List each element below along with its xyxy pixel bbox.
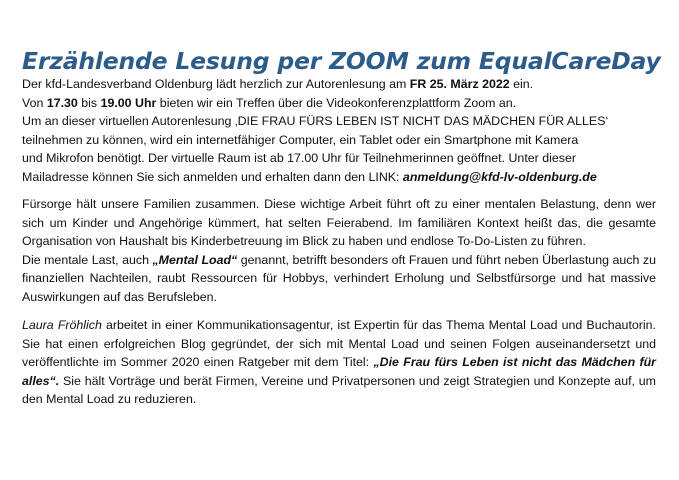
intro-line-3: Um an dieser virtuellen Autorenlesung ‚DIE FRAU FÜRS LEBEN IST NICHT DAS MÄDCHEN FÜR ALLES‘ [22, 114, 609, 128]
page-title: Erzählende Lesung per ZOOM zum EqualCareDay [22, 47, 661, 75]
intro-line-5: und Mikrofon benötigt. Der virtuelle Raum ist ab 17.00 Uhr für Teilnehmerinnen geöffnet. Unter dieser [22, 151, 576, 165]
intro-text: bis [77, 95, 101, 110]
intro-line-2 [22, 94, 656, 113]
mental-load-text: genannt, betrifft besonders oft Frauen und führt neben Überlastung auch zu finanziellen Nachteilen, raubt Ressourcen für Hobbys, verhindert Erholung und Selbstfürsorge und hat massive Auswirkungen auf das Berufsleben. [22, 252, 656, 304]
author-text: Sie hält Vorträge und berät Firmen, Vereine und Privatpersonen und zeigt Strategien und Konzepte auf, um den Mental Load zu reduzieren. [22, 373, 656, 406]
author-text: arbeitet in einer Kommunikationsagentur, ist Expertin für das Thema Mental Load und Buchautorin. Sie hat einen erfolgreichen Blog gegründet, der sich mit Mental Load und seinen Folgen auseinandersetzt und veröffentlichte im Sommer 2020 einen Ratgeber mit dem Titel: [22, 318, 656, 369]
intro-line-4: teilnehmen zu können, wird ein internetfähiger Computer, ein Tablet oder ein Smartphone mit Kamera [22, 132, 579, 147]
intro-line-6 [22, 168, 656, 187]
author-name: Laura Fröhlich [22, 318, 102, 332]
mental-load-paragraph [22, 251, 656, 307]
end-time: 19.00 Uhr [100, 95, 157, 110]
mental-load-text: Die mentale Last, auch [22, 252, 153, 267]
book-title: „Die Frau fürs Leben ist nicht das Mädchen für alles“. [22, 355, 656, 388]
intro-text: Mailadresse können Sie sich anmelden und erhalten dann den LINK: [22, 169, 403, 184]
care-paragraph: Fürsorge hält unsere Familien zusammen. Diese wichtige Arbeit führt oft zu einer mentalen Belastung, denn wer sich um Kinder und Angehörige kümmert, hat selten Feierabend. Im familiären Kontext heißt das, die gesamte Organisation von Haushalt bis Kinderbetreuung im Blick zu haben und endlose To-Do-Listen zu führen. [22, 197, 656, 248]
document-page [22, 46, 661, 409]
author-paragraph [22, 316, 656, 409]
intro-text: Von [22, 95, 47, 110]
intro-text: Der kfd-Landesverband Oldenburg lädt herzlich zur Autorenlesung am [22, 77, 410, 91]
mental-load-term: „Mental Load“ [152, 252, 238, 267]
intro-text: ein. [509, 77, 534, 91]
intro-text: bieten wir ein Treffen über die Videokonferenzplattform Zoom an. [156, 95, 517, 110]
event-date: FR 25. März 2022 [409, 77, 510, 91]
intro-line-1 [22, 75, 656, 94]
registration-email-link[interactable]: anmeldung@kfd-lv-oldenburg.de [402, 169, 597, 184]
start-time: 17.30 [46, 95, 78, 110]
intro-paragraph [22, 75, 656, 186]
